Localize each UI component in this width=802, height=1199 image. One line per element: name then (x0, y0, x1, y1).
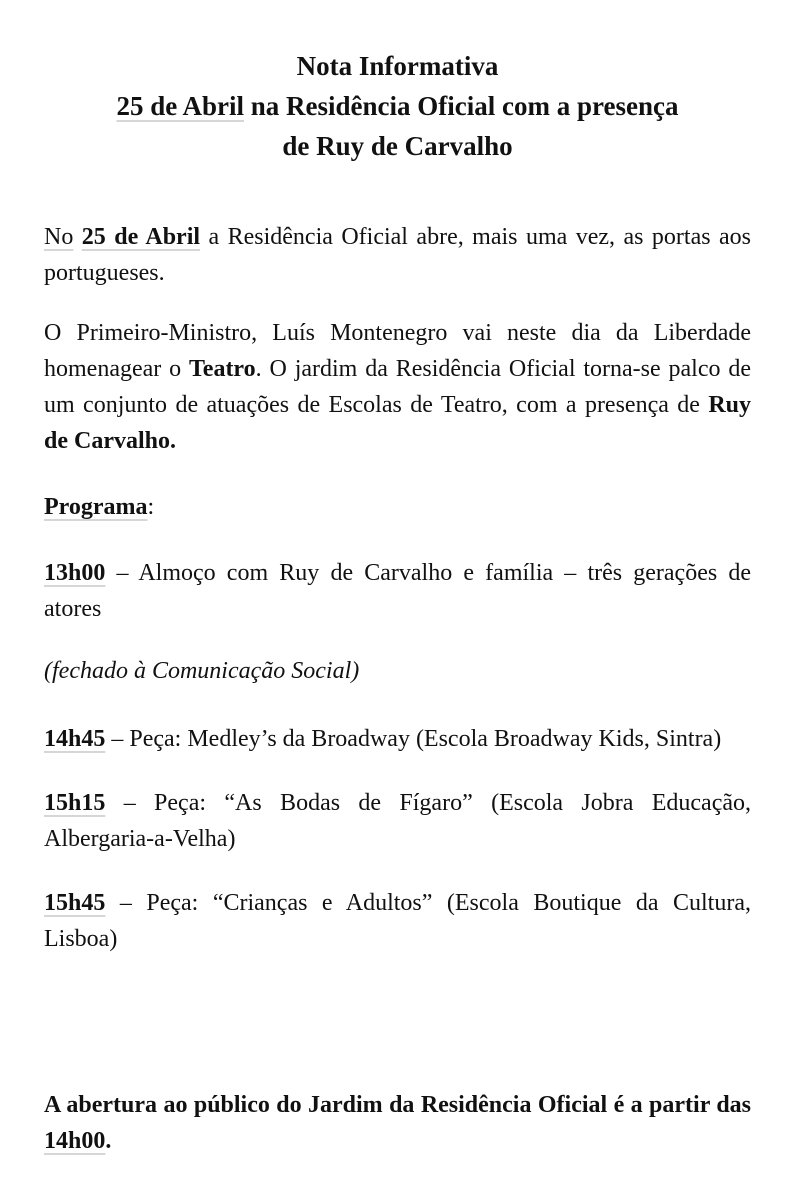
subtitle-rest: na Residência Oficial com a presença (244, 91, 679, 121)
subtitle-date: 25 de Abril (116, 91, 245, 121)
document-title (44, 46, 751, 166)
pm-bold-teatro: Teatro (188, 356, 256, 382)
title-line: Nota Informativa (296, 51, 499, 81)
programa-colon: : (147, 494, 155, 520)
intro-text: a Residência Oficial abre, mais uma vez, as portas aos portugueses. (44, 224, 752, 286)
programa-item-time: 14h45 (44, 726, 106, 752)
programa-label: Programa (44, 494, 148, 520)
intro-paragraph (44, 219, 751, 291)
pm-bold-ruy: Ruy de Carvalho. (44, 392, 751, 454)
programa-item-time: 15h45 (44, 890, 106, 916)
closed-note: (fechado à Comunicação Social) (44, 658, 360, 684)
pm-paragraph (44, 315, 751, 459)
pm-text-1: O Primeiro-Ministro, Luís Montenegro vai neste dia da Liberdade homenagear o (44, 320, 751, 382)
subtitle-line (44, 86, 751, 126)
programa-item (44, 721, 751, 757)
programa-item-text: – Almoço com Ruy de Carvalho e família – três gerações de atores (44, 560, 751, 622)
intro-prefix: No (44, 224, 74, 250)
programa-item (44, 785, 751, 857)
footer-end: . (105, 1128, 112, 1154)
footer-time: 14h00 (44, 1128, 106, 1154)
programa-item-time: 15h15 (44, 790, 106, 816)
programa-item-text: – Peça: Medley’s da Broadway (Escola Broadway Kids, Sintra) (105, 726, 722, 752)
pm-text-2: . O jardim da Residência Oficial torna-se palco de um conjunto de atuações de Escolas de Teatro, com a presença de (44, 356, 751, 418)
programa-item (44, 555, 751, 627)
programa-item-time: 13h00 (44, 560, 106, 586)
programa-heading (44, 489, 751, 525)
intro-date: 25 de Abril (81, 224, 201, 250)
document-page (44, 46, 751, 957)
footer-text: A abertura ao público do Jardim da Residência Oficial é a partir das (44, 1092, 751, 1118)
subtitle-line-3: de Ruy de Carvalho (282, 131, 513, 161)
programa-item-text: – Peça: “Crianças e Adultos” (Escola Boutique da Cultura, Lisboa) (44, 890, 751, 952)
programa-item (44, 885, 751, 957)
footer-note (44, 1087, 751, 1159)
programa-item-text: – Peça: “As Bodas de Fígaro” (Escola Jobra Educação, Albergaria-a-Velha) (44, 790, 751, 852)
